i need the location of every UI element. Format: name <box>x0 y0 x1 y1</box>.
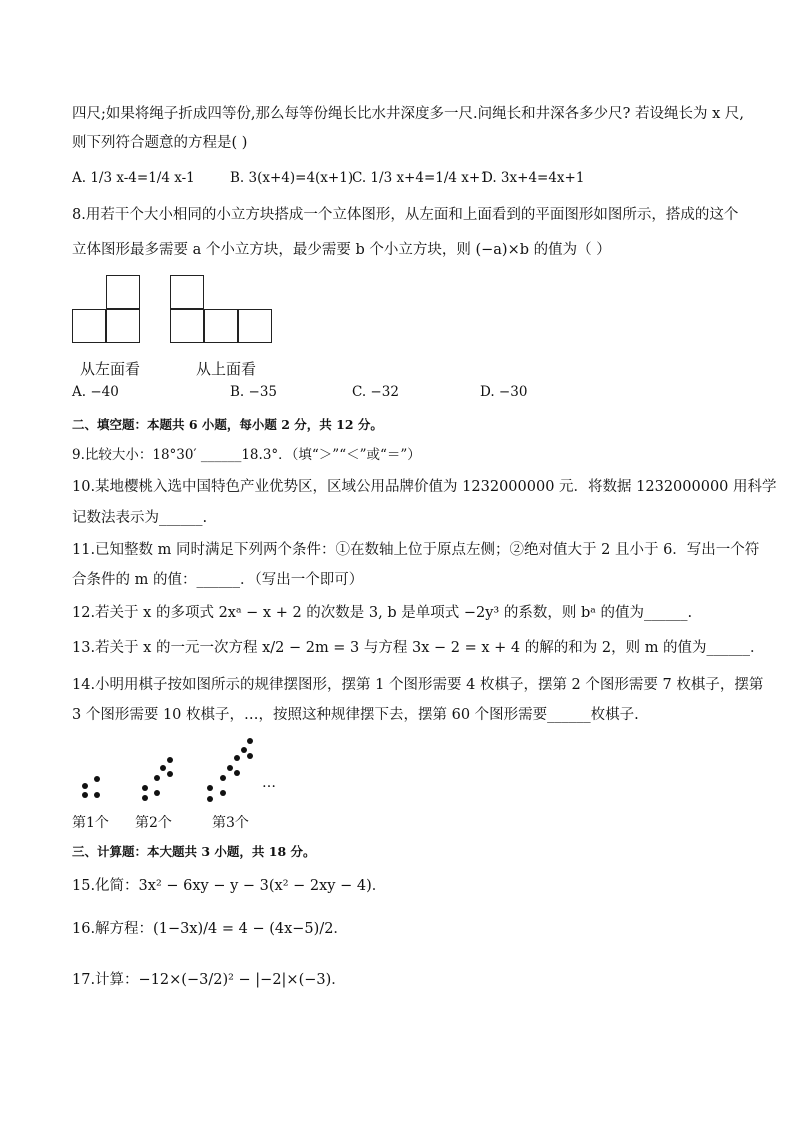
q9-text: 9.比较大小：18°30′ ______18.3°．（填“＞”“＜”或“＝”） <box>72 447 421 463</box>
q7-option-a: A. 1/3 x-4=1/4 x-1 <box>72 170 195 186</box>
q7-line2: 则下列符合题意的方程是( ) <box>72 135 248 151</box>
q14-line1: 14.小明用棋子按如图所示的规律摆图形，摆第 1 个图形需要 4 枚棋子，摆第 2 个图形需要 7 枚棋子，摆第 <box>72 677 764 693</box>
ellipsis: … <box>262 775 276 791</box>
q17-text: 17.计算：−12×(−3/2)² − |−2|×(−3)． <box>72 972 346 988</box>
section3-heading: 三、计算题：本大题共 3 小题，共 18 分。 <box>72 844 316 859</box>
q7-options <box>72 170 732 192</box>
figure1-caption: 第1个 <box>72 815 109 831</box>
q10-line2: 记数法表示为______. <box>72 510 208 526</box>
q8-options <box>72 384 732 406</box>
figure3-caption: 第3个 <box>212 815 249 831</box>
q7-option-b: B. 3(x+4)=4(x+1) <box>230 170 354 186</box>
left-view-caption: 从左面看 <box>80 360 141 378</box>
q7-line1: 四尺;如果将绳子折成四等份,那么每等份绳长比水井深度多一尺.问绳长和井深各多少尺? 若设绳长为 x 尺, <box>72 106 744 122</box>
q8-option-a: A. −40 <box>72 384 119 400</box>
q8-line2: 立体图形最多需要 a 个小立方块，最少需要 b 个小立方块，则 (−a)×b 的值为（ ） <box>72 242 611 258</box>
q16-text: 16.解方程：(1−3x)/4 = 4 − (4x−5)/2． <box>72 921 348 937</box>
top-view-caption: 从上面看 <box>196 360 257 378</box>
q8-option-d: D. −30 <box>480 384 528 400</box>
q7-option-d: D. 3x+4=4x+1 <box>482 170 585 186</box>
q13-text: 13.若关于 x 的一元一次方程 x/2 − 2m = 3 与方程 3x − 2 = x + 4 的解的和为 2，则 m 的值为______． <box>72 640 765 656</box>
figure2-caption: 第2个 <box>135 815 172 831</box>
q8-option-b: B. −35 <box>230 384 277 400</box>
q10-line1: 10.某地樱桃入选中国特色产业优势区，区域公用品牌价值为 1232000000 元．将数据 1232000000 用科学 <box>72 479 777 495</box>
section2-heading: 二、填空题：本题共 6 小题，每小题 2 分，共 12 分。 <box>72 417 383 432</box>
q12-text: 12.若关于 x 的多项式 2xᵃ − x + 2 的次数是 3, b 是单项式 −2y³ 的系数，则 bᵃ 的值为______. <box>72 605 693 621</box>
q8-option-c: C. −32 <box>352 384 399 400</box>
q7-option-c: C. 1/3 x+4=1/4 x+1 <box>352 170 489 186</box>
dot-pattern-figure <box>72 735 312 805</box>
q8-line1: 8.用若干个大小相同的小立方块搭成一个立体图形，从左面和上面看到的平面图形如图所示，搭成的这个 <box>72 207 739 223</box>
q14-line2: 3 个图形需要 10 枚棋子，…，按照这种规律摆下去，摆第 60 个图形需要______枚棋子. <box>72 707 639 723</box>
q11-line1: 11.已知整数 m 同时满足下列两个条件：①在数轴上位于原点左侧；②绝对值大于 2 且小于 6．写出一个符 <box>72 542 760 558</box>
q15-text: 15.化简：3x² − 6xy − y − 3(x² − 2xy − 4)． <box>72 878 387 894</box>
q11-line2: 合条件的 m 的值：______．（写出一个即可） <box>72 572 364 588</box>
